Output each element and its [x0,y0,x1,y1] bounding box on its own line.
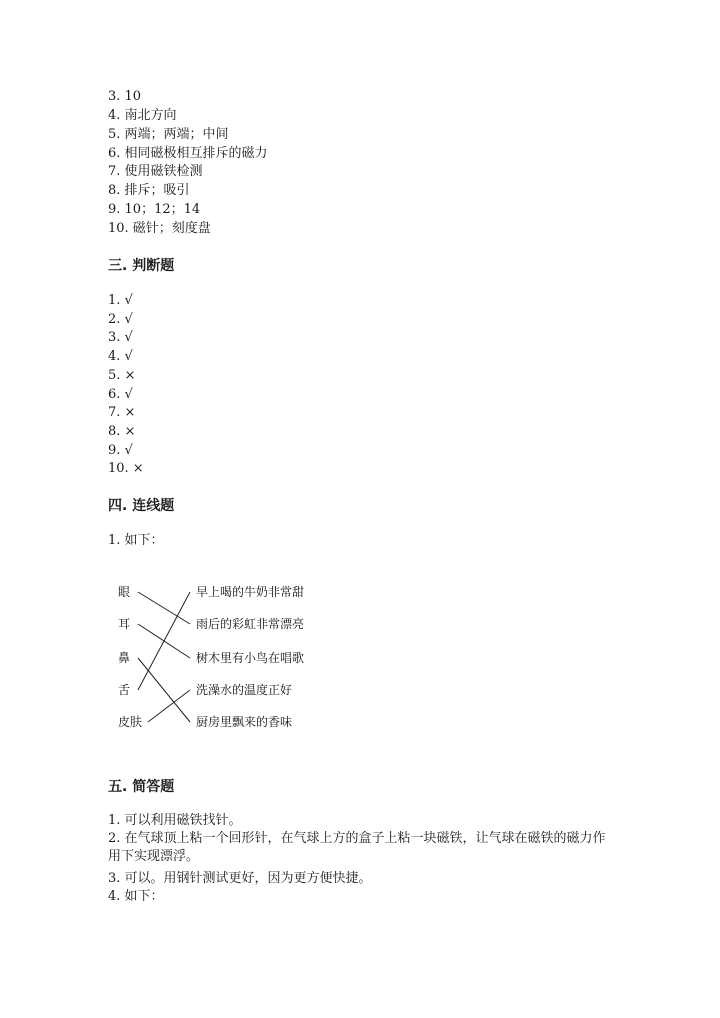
section-heading-short-answer: 五. 简答题 [108,779,175,795]
answer-line: 4. 南北方向 [108,108,177,123]
judge-item: 5. × [108,368,136,383]
matching-link-line [138,658,190,722]
answer-line: 5. 两端；两端；中间 [108,127,229,142]
matching-link-line [148,690,190,722]
right-phrase-label: 早上喝的牛奶非常甜 [196,585,305,599]
short-answer-item: 4. 如下： [108,889,164,904]
judge-item: 8. × [108,424,136,439]
judge-item: 2. √ [108,312,133,327]
matching-link-line [138,592,190,624]
right-phrase-label: 厨房里飘来的香味 [196,715,293,729]
left-sense-label: 舌 [118,683,131,697]
answer-line: 9. 10；12；14 [108,202,201,217]
judge-item: 10. × [108,461,144,476]
right-phrase-label: 雨后的彩虹非常漂亮 [196,617,305,631]
left-sense-label: 耳 [118,617,131,631]
judge-item: 6. √ [108,387,133,402]
answer-line: 6. 相同磁极相互排斥的磁力 [108,146,268,161]
section-heading-judge: 三. 判断题 [108,258,175,274]
left-sense-label: 眼 [118,585,131,599]
answer-line: 8. 排斥；吸引 [108,183,190,198]
judge-item: 1. √ [108,293,133,308]
short-answer-item: 2. 在气球顶上粘一个回形针，在气球上方的盒子上粘一块磁铁，让气球在磁铁的磁力作用下实现漂浮。 [108,831,606,864]
judge-item: 3. √ [108,330,133,345]
short-answer-item: 1. 可以利用磁铁找针。 [108,813,242,828]
left-sense-label: 皮肤 [118,715,143,729]
answer-line: 10. 磁针；刻度盘 [108,221,211,236]
right-phrase-label: 洗澡水的温度正好 [196,683,293,697]
answer-line: 3. 10 [108,89,142,104]
short-answer-item: 3. 可以。用钢针测试更好，因为更方便快捷。 [108,871,372,886]
judge-item: 4. √ [108,349,133,364]
judge-item: 9. √ [108,443,133,458]
matching-diagram [110,578,350,738]
right-phrase-label: 树木里有小鸟在唱歌 [196,651,305,665]
answer-line: 7. 使用磁铁检测 [108,164,203,179]
section-heading-matching: 四. 连线题 [108,498,175,514]
left-sense-label: 鼻 [118,651,131,665]
matching-item: 1. 如下： [108,533,164,548]
matching-link-line [138,592,190,690]
judge-item: 7. × [108,405,136,420]
